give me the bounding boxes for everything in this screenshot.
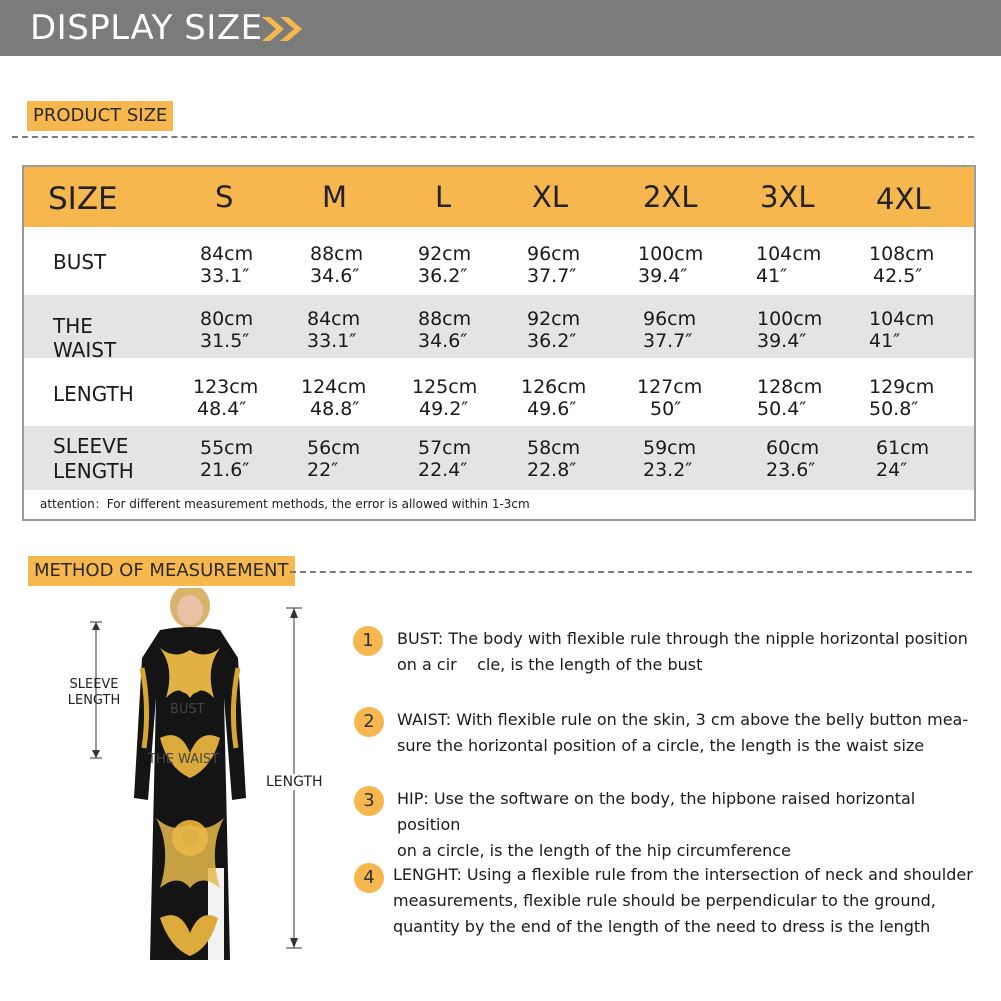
- size-header-4xl: 4XL: [876, 182, 931, 216]
- cell-inch: 33.1″: [200, 265, 250, 287]
- cell-cm: 104cm: [756, 243, 822, 265]
- step-line: HIP: Use the software on the body, the hipbone raised horizontal position: [397, 789, 916, 834]
- cell-cm: 58cm: [527, 437, 581, 459]
- cell-cm: 100cm: [638, 243, 704, 265]
- row-label-sleeve: SLEEVE: [53, 434, 129, 458]
- cell-inch: 21.6″: [200, 459, 250, 481]
- size-header-label: SIZE: [48, 181, 118, 217]
- cell-cm: 108cm: [869, 243, 935, 265]
- cell-inch: 33.1″: [307, 330, 357, 352]
- cell-cm: 92cm: [527, 308, 581, 330]
- cell-inch: 48.8″: [310, 398, 360, 420]
- figure-bust-label: BUST: [170, 702, 205, 717]
- cell-inch: 49.2″: [419, 398, 469, 420]
- cell-cm: 55cm: [200, 437, 254, 459]
- cell-cm: 59cm: [643, 437, 697, 459]
- size-header-2xl: 2XL: [643, 180, 698, 214]
- product-size-label: PRODUCT SIZE: [27, 101, 173, 131]
- cell-inch: 39.4″: [757, 330, 807, 352]
- step-text: [397, 707, 977, 759]
- cell-cm: 125cm: [412, 376, 478, 398]
- row-label-waist: THE WAIST: [53, 314, 117, 362]
- cell-inch: 24″: [876, 459, 908, 481]
- method-label: METHOD OF MEASUREMENT: [28, 556, 295, 586]
- step-text: [397, 626, 977, 678]
- cell-inch: 22.8″: [527, 459, 577, 481]
- step-line: WAIST: With flexible rule on the skin, 3 cm above the belly button mea-: [397, 710, 969, 729]
- figure-length-label: LENGTH: [266, 774, 323, 790]
- cell-inch: 37.7″: [643, 330, 693, 352]
- cell-inch: 36.2″: [527, 330, 577, 352]
- cell-cm: 123cm: [193, 376, 259, 398]
- cell-inch: 23.2″: [643, 459, 693, 481]
- cell-inch: 49.6″: [527, 398, 577, 420]
- cell-cm: 126cm: [521, 376, 587, 398]
- cell-cm: 88cm: [418, 308, 472, 330]
- step-text: [397, 786, 977, 864]
- step-line: on a cir cle, is the length of the bust: [397, 655, 703, 674]
- table-row-bg: [24, 295, 974, 358]
- size-header-3xl: 3XL: [760, 180, 815, 214]
- cell-cm: 92cm: [418, 243, 472, 265]
- cell-inch: 22″: [307, 459, 339, 481]
- cell-cm: 88cm: [310, 243, 364, 265]
- row-label-bust: BUST: [53, 250, 107, 274]
- cell-inch: 48.4″: [197, 398, 247, 420]
- step-line: sure the horizontal position of a circle, the length is the waist size: [397, 736, 925, 755]
- figure-sleeve-line1: SLEEVE: [69, 677, 119, 692]
- cell-cm: 96cm: [527, 243, 581, 265]
- cell-inch: 50.8″: [869, 398, 919, 420]
- attention-note: attention：For different measurement methods, the error is allowed within 1-3cm: [40, 497, 530, 511]
- step-line: quantity by the end of the length of the need to dress is the length: [393, 917, 931, 936]
- cell-cm: 56cm: [307, 437, 361, 459]
- cell-cm: 127cm: [637, 376, 703, 398]
- divider: [290, 571, 972, 573]
- step-number-badge: 2: [354, 707, 384, 737]
- cell-inch: 31.5″: [200, 330, 250, 352]
- step-line: LENGHT: Using a flexible rule from the intersection of neck and shoulder: [393, 865, 973, 884]
- row-label-length: LENGTH: [53, 382, 134, 406]
- cell-inch: 50″: [650, 398, 682, 420]
- size-table-header: [24, 167, 974, 227]
- step-line: BUST: The body with flexible rule through the nipple horizontal position: [397, 629, 968, 648]
- step-text: [393, 862, 973, 940]
- cell-cm: 84cm: [307, 308, 361, 330]
- figure-sleeve-line2: LENGTH: [67, 693, 121, 708]
- cell-inch: 22.4″: [418, 459, 468, 481]
- dress-model-illustration: [120, 588, 260, 968]
- cell-cm: 124cm: [301, 376, 367, 398]
- size-header-xl: XL: [532, 180, 569, 214]
- table-row-bg: [24, 426, 974, 490]
- divider: [12, 136, 974, 138]
- cell-inch: 37.7″: [527, 265, 577, 287]
- cell-inch: 41″: [869, 330, 901, 352]
- cell-cm: 80cm: [200, 308, 254, 330]
- cell-cm: 84cm: [200, 243, 254, 265]
- figure-sleeve-label: [62, 677, 126, 709]
- step-line: measurements, flexible rule should be perpendicular to the ground,: [393, 891, 936, 910]
- size-header-l: L: [435, 180, 452, 214]
- cell-inch: 42.5″: [873, 265, 923, 287]
- cell-cm: 129cm: [869, 376, 935, 398]
- double-chevron-right-icon: [262, 14, 308, 44]
- cell-cm: 57cm: [418, 437, 472, 459]
- row-label-sleeve-length: LENGTH: [53, 459, 134, 483]
- cell-inch: 41″: [756, 265, 788, 287]
- cell-cm: 100cm: [757, 308, 823, 330]
- cell-cm: 128cm: [757, 376, 823, 398]
- step-number-badge: 1: [353, 626, 383, 656]
- cell-cm: 96cm: [643, 308, 697, 330]
- cell-inch: 34.6″: [310, 265, 360, 287]
- page-title: DISPLAY SIZE: [30, 8, 263, 48]
- cell-inch: 23.6″: [766, 459, 816, 481]
- step-number-badge: 3: [354, 786, 384, 816]
- cell-inch: 50.4″: [757, 398, 807, 420]
- size-header-m: M: [322, 180, 348, 214]
- cell-cm: 60cm: [766, 437, 820, 459]
- figure-waist-label: THE WAIST: [148, 752, 220, 767]
- step-number-badge: 4: [354, 863, 384, 893]
- cell-cm: 61cm: [876, 437, 930, 459]
- cell-inch: 34.6″: [418, 330, 468, 352]
- size-header-s: S: [215, 180, 234, 214]
- step-line: on a circle, is the length of the hip circumference: [397, 841, 791, 860]
- cell-cm: 104cm: [869, 308, 935, 330]
- cell-inch: 39.4″: [638, 265, 688, 287]
- cell-inch: 36.2″: [418, 265, 468, 287]
